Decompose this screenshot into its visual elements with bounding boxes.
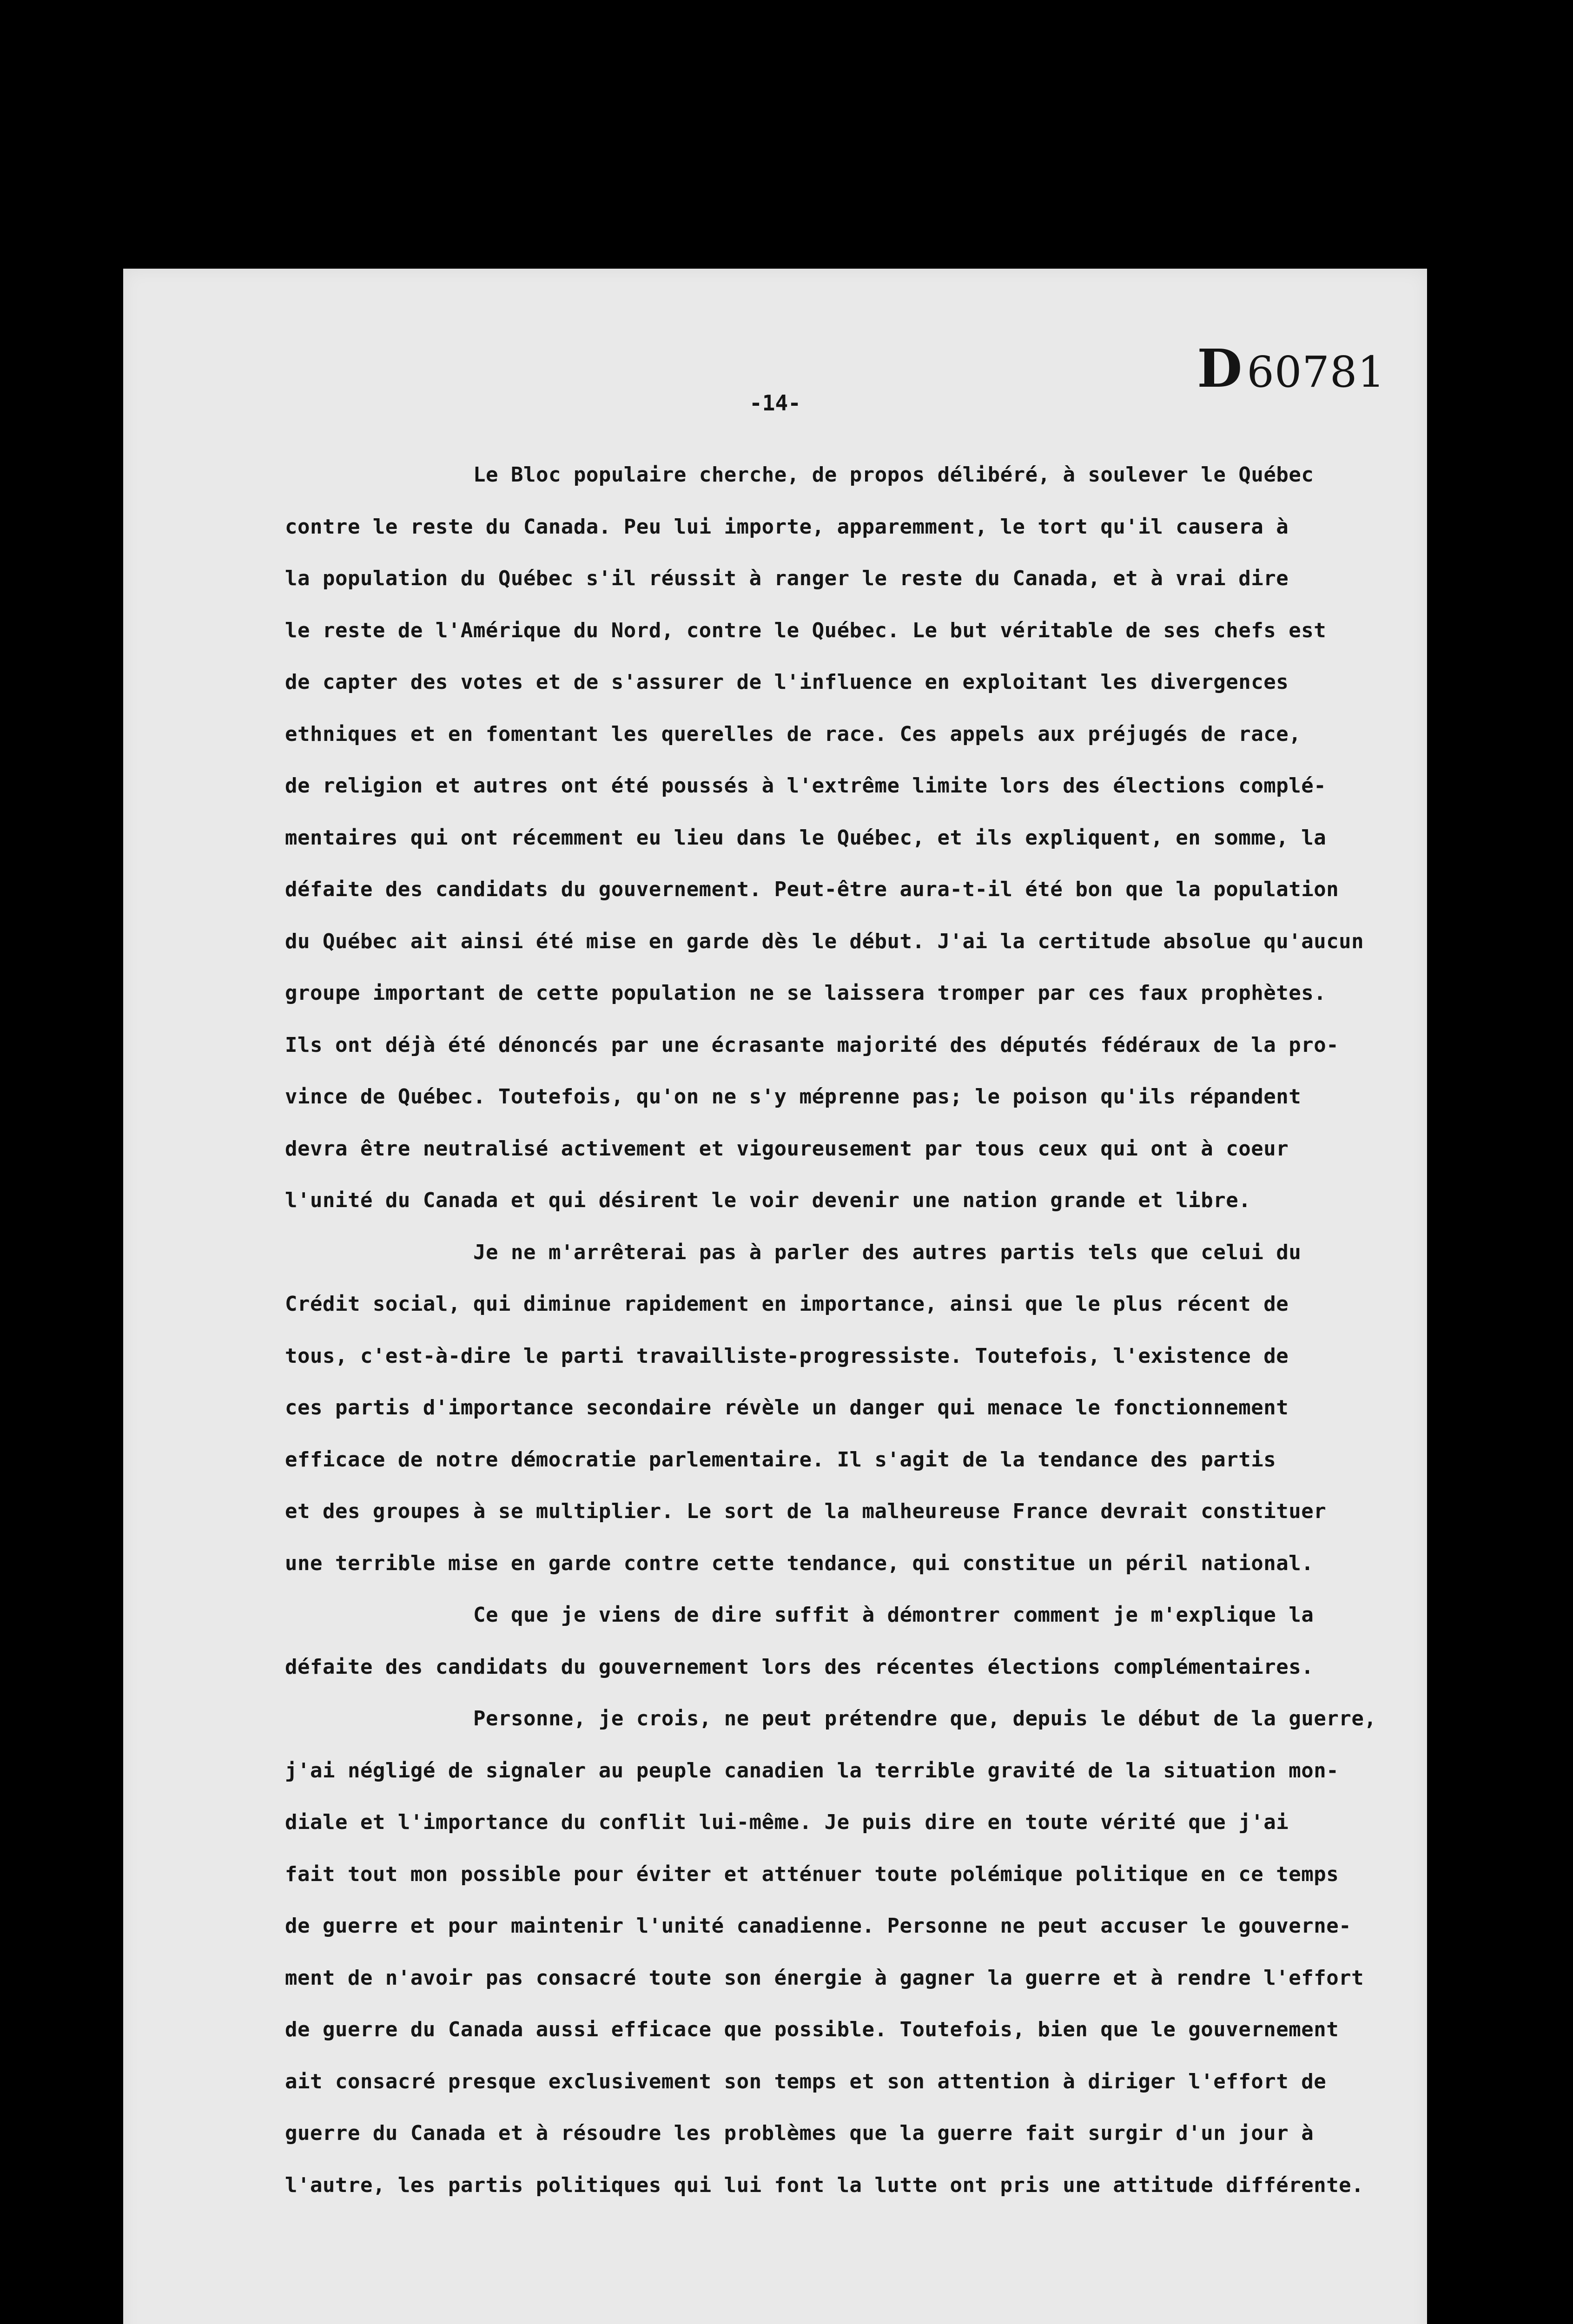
text-line: groupe important de cette population ne se laissera tromper par ces faux prophètes. xyxy=(285,981,1327,1005)
text-line: Ce que je viens de dire suffit à démontrer comment je m'explique la xyxy=(473,1603,1314,1627)
text-line: guerre du Canada et à résoudre les problèmes que la guerre fait surgir d'un jour à xyxy=(285,2121,1314,2145)
text-line: diale et l'importance du conflit lui-même. Je puis dire en toute vérité que j'ai xyxy=(285,1810,1289,1834)
text-line: devra être neutralisé activement et vigoureusement par tous ceux qui ont à coeur xyxy=(285,1136,1289,1161)
text-line: Crédit social, qui diminue rapidement en importance, ainsi que le plus récent de xyxy=(285,1292,1289,1316)
text-line: une terrible mise en garde contre cette tendance, qui constitue un péril national. xyxy=(285,1551,1314,1575)
text-line: défaite des candidats du gouvernement. Peut-être aura-t-il été bon que la population xyxy=(285,878,1339,901)
text-line: de guerre et pour maintenir l'unité canadienne. Personne ne peut accuser le gouverne- xyxy=(285,1914,1352,1938)
text-line: vince de Québec. Toutefois, qu'on ne s'y méprenne pas; le poison qu'ils répandent xyxy=(285,1085,1302,1109)
text-line: efficace de notre démocratie parlementaire. Il s'agit de la tendance des partis xyxy=(285,1447,1276,1472)
body-text xyxy=(285,449,1419,2211)
text-line: ces partis d'importance secondaire révèle un danger qui menace le fonctionnement xyxy=(285,1396,1289,1419)
page-number: -14- xyxy=(749,390,801,416)
text-line: le reste de l'Amérique du Nord, contre le Québec. Le but véritable de ses chefs est xyxy=(285,618,1327,642)
text-line: Je ne m'arrêterai pas à parler des autres partis tels que celui du xyxy=(473,1240,1302,1264)
text-line: du Québec ait ainsi été mise en garde dès le début. J'ai la certitude absolue qu'aucun xyxy=(285,929,1364,953)
text-line: mentaires qui ont récemment eu lieu dans le Québec, et ils expliquent, en somme, la xyxy=(285,825,1327,850)
text-line: j'ai négligé de signaler au peuple canadien la terrible gravité de la situation mon- xyxy=(285,1758,1339,1783)
text-line: tous, c'est-à-dire le parti travailliste-progressiste. Toutefois, l'existence de xyxy=(285,1344,1289,1368)
document-id-prefix: D xyxy=(1197,338,1243,399)
document-page xyxy=(123,269,1427,2324)
text-line: de religion et autres ont été poussés à l'extrême limite lors des élections complé- xyxy=(285,774,1327,798)
text-line: Ils ont déjà été dénoncés par une écrasante majorité des députés fédéraux de la pro- xyxy=(285,1033,1339,1057)
text-line: Personne, je crois, ne peut prétendre que, depuis le début de la guerre, xyxy=(473,1707,1377,1730)
text-line: et des groupes à se multiplier. Le sort de la malheureuse France devrait constituer xyxy=(285,1499,1327,1523)
text-line: de guerre du Canada aussi efficace que possible. Toutefois, bien que le gouvernement xyxy=(285,2018,1339,2041)
document-id-number: 60781 xyxy=(1247,347,1385,397)
text-line: ethniques et en fomentant les querelles de race. Ces appels aux préjugés de race, xyxy=(285,722,1302,746)
text-line: ait consacré presque exclusivement son temps et son attention à diriger l'effort de xyxy=(285,2069,1327,2093)
text-line: de capter des votes et de s'assurer de l'influence en exploitant les divergences xyxy=(285,670,1289,694)
text-line: la population du Québec s'il réussit à ranger le reste du Canada, et à vrai dire xyxy=(285,567,1289,590)
text-line: contre le reste du Canada. Peu lui importe, apparemment, le tort qu'il causera à xyxy=(285,515,1289,539)
text-line: ment de n'avoir pas consacré toute son énergie à gagner la guerre et à rendre l'effort xyxy=(285,1966,1364,1990)
text-line: l'unité du Canada et qui désirent le voir devenir une nation grande et libre. xyxy=(285,1188,1251,1212)
text-line: Le Bloc populaire cherche, de propos délibéré, à soulever le Québec xyxy=(473,463,1314,487)
text-line: l'autre, les partis politiques qui lui font la lutte ont pris une attitude différente. xyxy=(285,2173,1364,2197)
text-line: fait tout mon possible pour éviter et atténuer toute polémique politique en ce temps xyxy=(285,1862,1339,1886)
text-line: défaite des candidats du gouvernement lors des récentes élections complémentaires. xyxy=(285,1655,1314,1679)
